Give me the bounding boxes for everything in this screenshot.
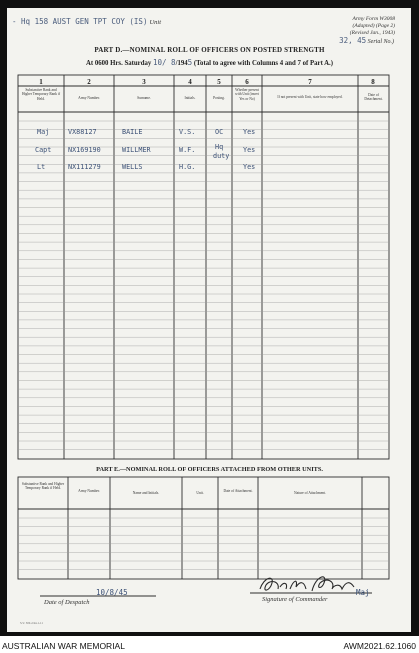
row-surname: WILLMER xyxy=(122,146,151,154)
column-number: 2 xyxy=(87,78,91,86)
archive-caption: AUSTRALIAN WAR MEMORIAL xyxy=(2,641,125,651)
column-number: 7 xyxy=(308,78,312,86)
part-e-heading-rank: Substantive Rank and Higher Temporary Rank if Held. xyxy=(21,482,65,491)
printer-mark: S.V. 500-2/44-1-11 xyxy=(20,621,43,625)
column-heading-present: Whether present with Unit (insert Yes or No) xyxy=(235,88,259,101)
row-initials: W.F. xyxy=(179,146,196,154)
row-army-number: VX88127 xyxy=(68,128,97,136)
row-surname: WELLS xyxy=(122,163,143,171)
column-heading-detachment: Date of Detachment. xyxy=(364,93,383,102)
column-number: 6 xyxy=(245,78,249,86)
part-e-heading-name: Name and Initials. xyxy=(132,491,160,495)
part-d-title: PART D.—NOMINAL ROLL OF OFFICERS ON POSTED STRENGTH xyxy=(94,46,325,54)
row-present: Yes xyxy=(243,146,256,154)
column-number: 5 xyxy=(217,78,221,86)
row-posting: Hq xyxy=(215,143,224,151)
serial-label: Serial No.) xyxy=(367,39,394,45)
archive-reference: AWM2021.62.1060 xyxy=(343,641,416,651)
row-initials: H.G. xyxy=(179,163,196,171)
column-heading-initials: Initials. xyxy=(184,96,196,100)
unit-typed: - Hq 158 AUST GEN TPT COY (IS) xyxy=(12,17,148,26)
at-suffix: (Total to agree with Columns 4 and 7 of Part A.) xyxy=(193,60,334,67)
column-number: 1 xyxy=(39,78,43,86)
part-e-title: PART E.—NOMINAL ROLL OF OFFICERS ATTACHED FROM OTHER UNITS. xyxy=(96,466,323,473)
part-e-heading-date: Date of Attachment. xyxy=(223,489,253,493)
despatch-label: Date of Despatch xyxy=(44,599,90,606)
row-surname: BAILE xyxy=(122,128,143,136)
form-ref-line: (Revised Jan., 1943) xyxy=(349,29,395,36)
column-number: 8 xyxy=(371,78,375,86)
part-e-heading-nature: Nature of Attachment. xyxy=(293,491,327,495)
column-heading-rank: Substantive Rank and Higher Temporary Rank if Held. xyxy=(21,88,61,101)
form-ref-line: Army Form W3008 xyxy=(352,16,395,22)
date-typed: 10/ 8 xyxy=(152,58,176,67)
row-rank: Lt xyxy=(37,163,46,171)
column-heading-employment: If not present with Unit, state how employed. xyxy=(277,95,343,99)
row-army-number: NX169190 xyxy=(68,146,101,154)
commander-signature xyxy=(250,571,370,597)
form-ref-line: (Adapted) (Page 2) xyxy=(352,22,395,29)
row-initials: V.S. xyxy=(179,128,196,136)
at-prefix: At 0600 Hrs. Saturday xyxy=(85,60,152,67)
column-heading-posting: Posting. xyxy=(213,96,225,100)
row-rank: Maj xyxy=(37,128,50,136)
row-posting: OC xyxy=(215,128,224,136)
column-number: 4 xyxy=(188,78,192,86)
year-prefix: /194 xyxy=(175,60,188,67)
column-number: 3 xyxy=(142,78,146,86)
row-army-number: NX111279 xyxy=(68,163,101,171)
column-heading-surname: Surname. xyxy=(137,96,151,100)
signature-rank: Maj xyxy=(356,588,370,597)
column-heading-number: Army Number. xyxy=(78,96,100,100)
unit-label: Unit xyxy=(149,19,162,26)
part-e-heading-number: Army Number. xyxy=(78,489,100,493)
part-e-heading-unit: Unit. xyxy=(196,491,204,495)
serial-typed: 32, 45 xyxy=(339,36,367,45)
row-present: Yes xyxy=(243,128,256,136)
row-rank: Capt xyxy=(35,146,52,154)
despatch-date: 10/8/45 xyxy=(96,588,128,597)
row-present: Yes xyxy=(243,163,256,171)
row-posting-line2: duty xyxy=(213,152,230,160)
year-typed: 5 xyxy=(187,58,193,67)
signature-label: Signature of Commander xyxy=(262,596,328,603)
